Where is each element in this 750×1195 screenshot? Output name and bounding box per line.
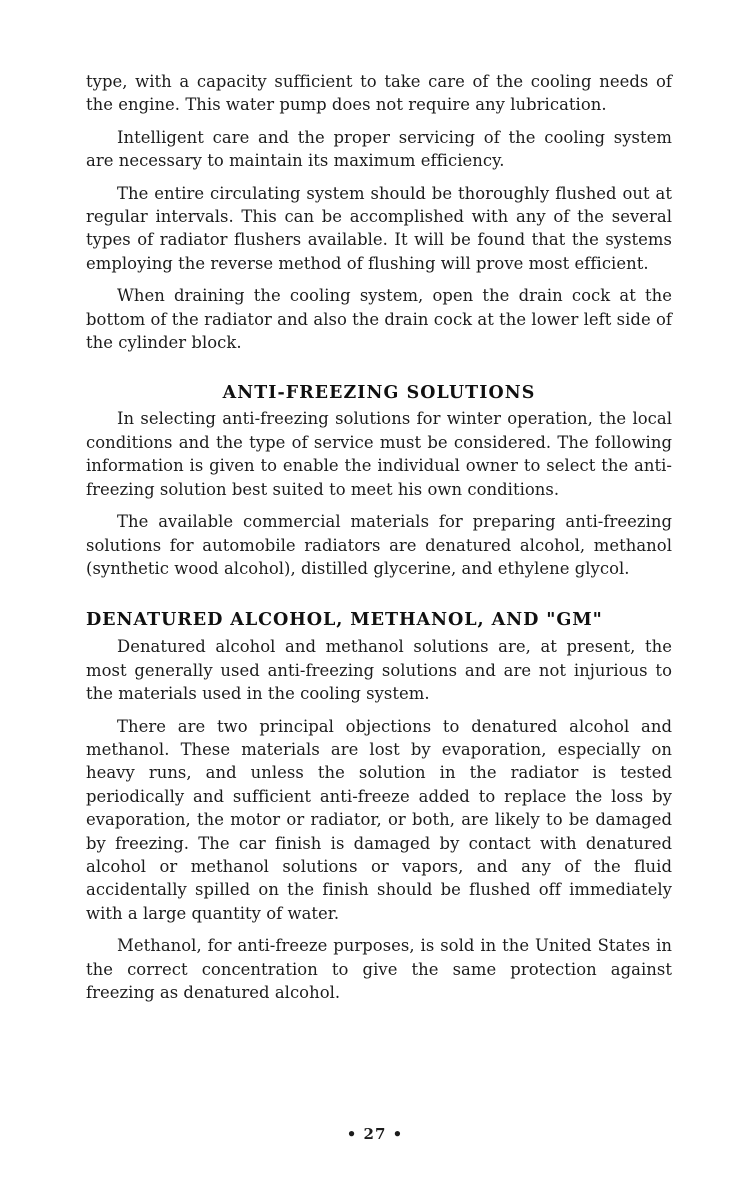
cooling-paragraph-3: The entire circulating system should be thoroughly flushed out at regular intervals. This can be accomplished with any of the several types of radiator flushers available. It will be found that the systems employing the reverse method of flushing will prove most efficient.: [86, 183, 672, 273]
anti-freezing-heading: ANTI-FREEZING SOLUTIONS: [222, 383, 536, 404]
cooling-paragraph-4: When draining the cooling system, open the drain cock at the bottom of the radiator and also the drain cock at the lower left side of the cylinder block.: [86, 286, 672, 353]
anti-freezing-paragraph-2: The available commercial materials for preparing anti-freezing solutions for automobile radiators are denatured alcohol, methanol (synthetic wood alcohol), distilled glycerine, and ethylene glycol.: [86, 512, 672, 578]
cooling-paragraph-1: type, with a capacity sufficient to take care of the cooling needs of the engine. This water pump does not require any lubrication.: [86, 72, 672, 115]
denatured-alcohol-heading: DENATURED ALCOHOL, METHANOL, AND "GM": [86, 609, 603, 631]
anti-freezing-section: [86, 383, 672, 580]
manual-page-body: [86, 70, 672, 1004]
page-number: • 27 •: [346, 1125, 404, 1143]
cooling-paragraph-2: Intelligent care and the proper servicing of the cooling system are necessary to maintain its maximum efficiency.: [86, 127, 672, 171]
denatured-paragraph-3: Methanol, for anti-freeze purposes, is sold in the United States in the correct concentration to give the same protection against freezing as denatured alcohol.: [86, 936, 672, 1002]
denatured-alcohol-section: [86, 609, 672, 1004]
cooling-system-section: [86, 70, 672, 354]
denatured-paragraph-1: Denatured alcohol and methanol solutions are, at present, the most generally used anti-freezing solutions and are not injurious to the materials used in the cooling system.: [86, 637, 672, 704]
denatured-paragraph-2: There are two principal objections to denatured alcohol and methanol. These materials are lost by evaporation, especially on heavy runs, and unless the solution in the radiator is tested periodically and sufficient anti-freeze added to replace the loss by evaporation, the motor or radiator, or both, are likely to be damaged by freezing. The car finish is damaged by contact with denatured alcohol or methanol solutions or vapors, and any of the fluid accidentally spilled on the finish should be flushed off immediately with a large quantity of water.: [86, 716, 672, 923]
anti-freezing-paragraph-1: In selecting anti-freezing solutions for winter operation, the local conditions and the type of service must be considered. The following information is given to enable the individual owner to select the anti-freezing solution best suited to meet his own conditions.: [86, 409, 672, 499]
